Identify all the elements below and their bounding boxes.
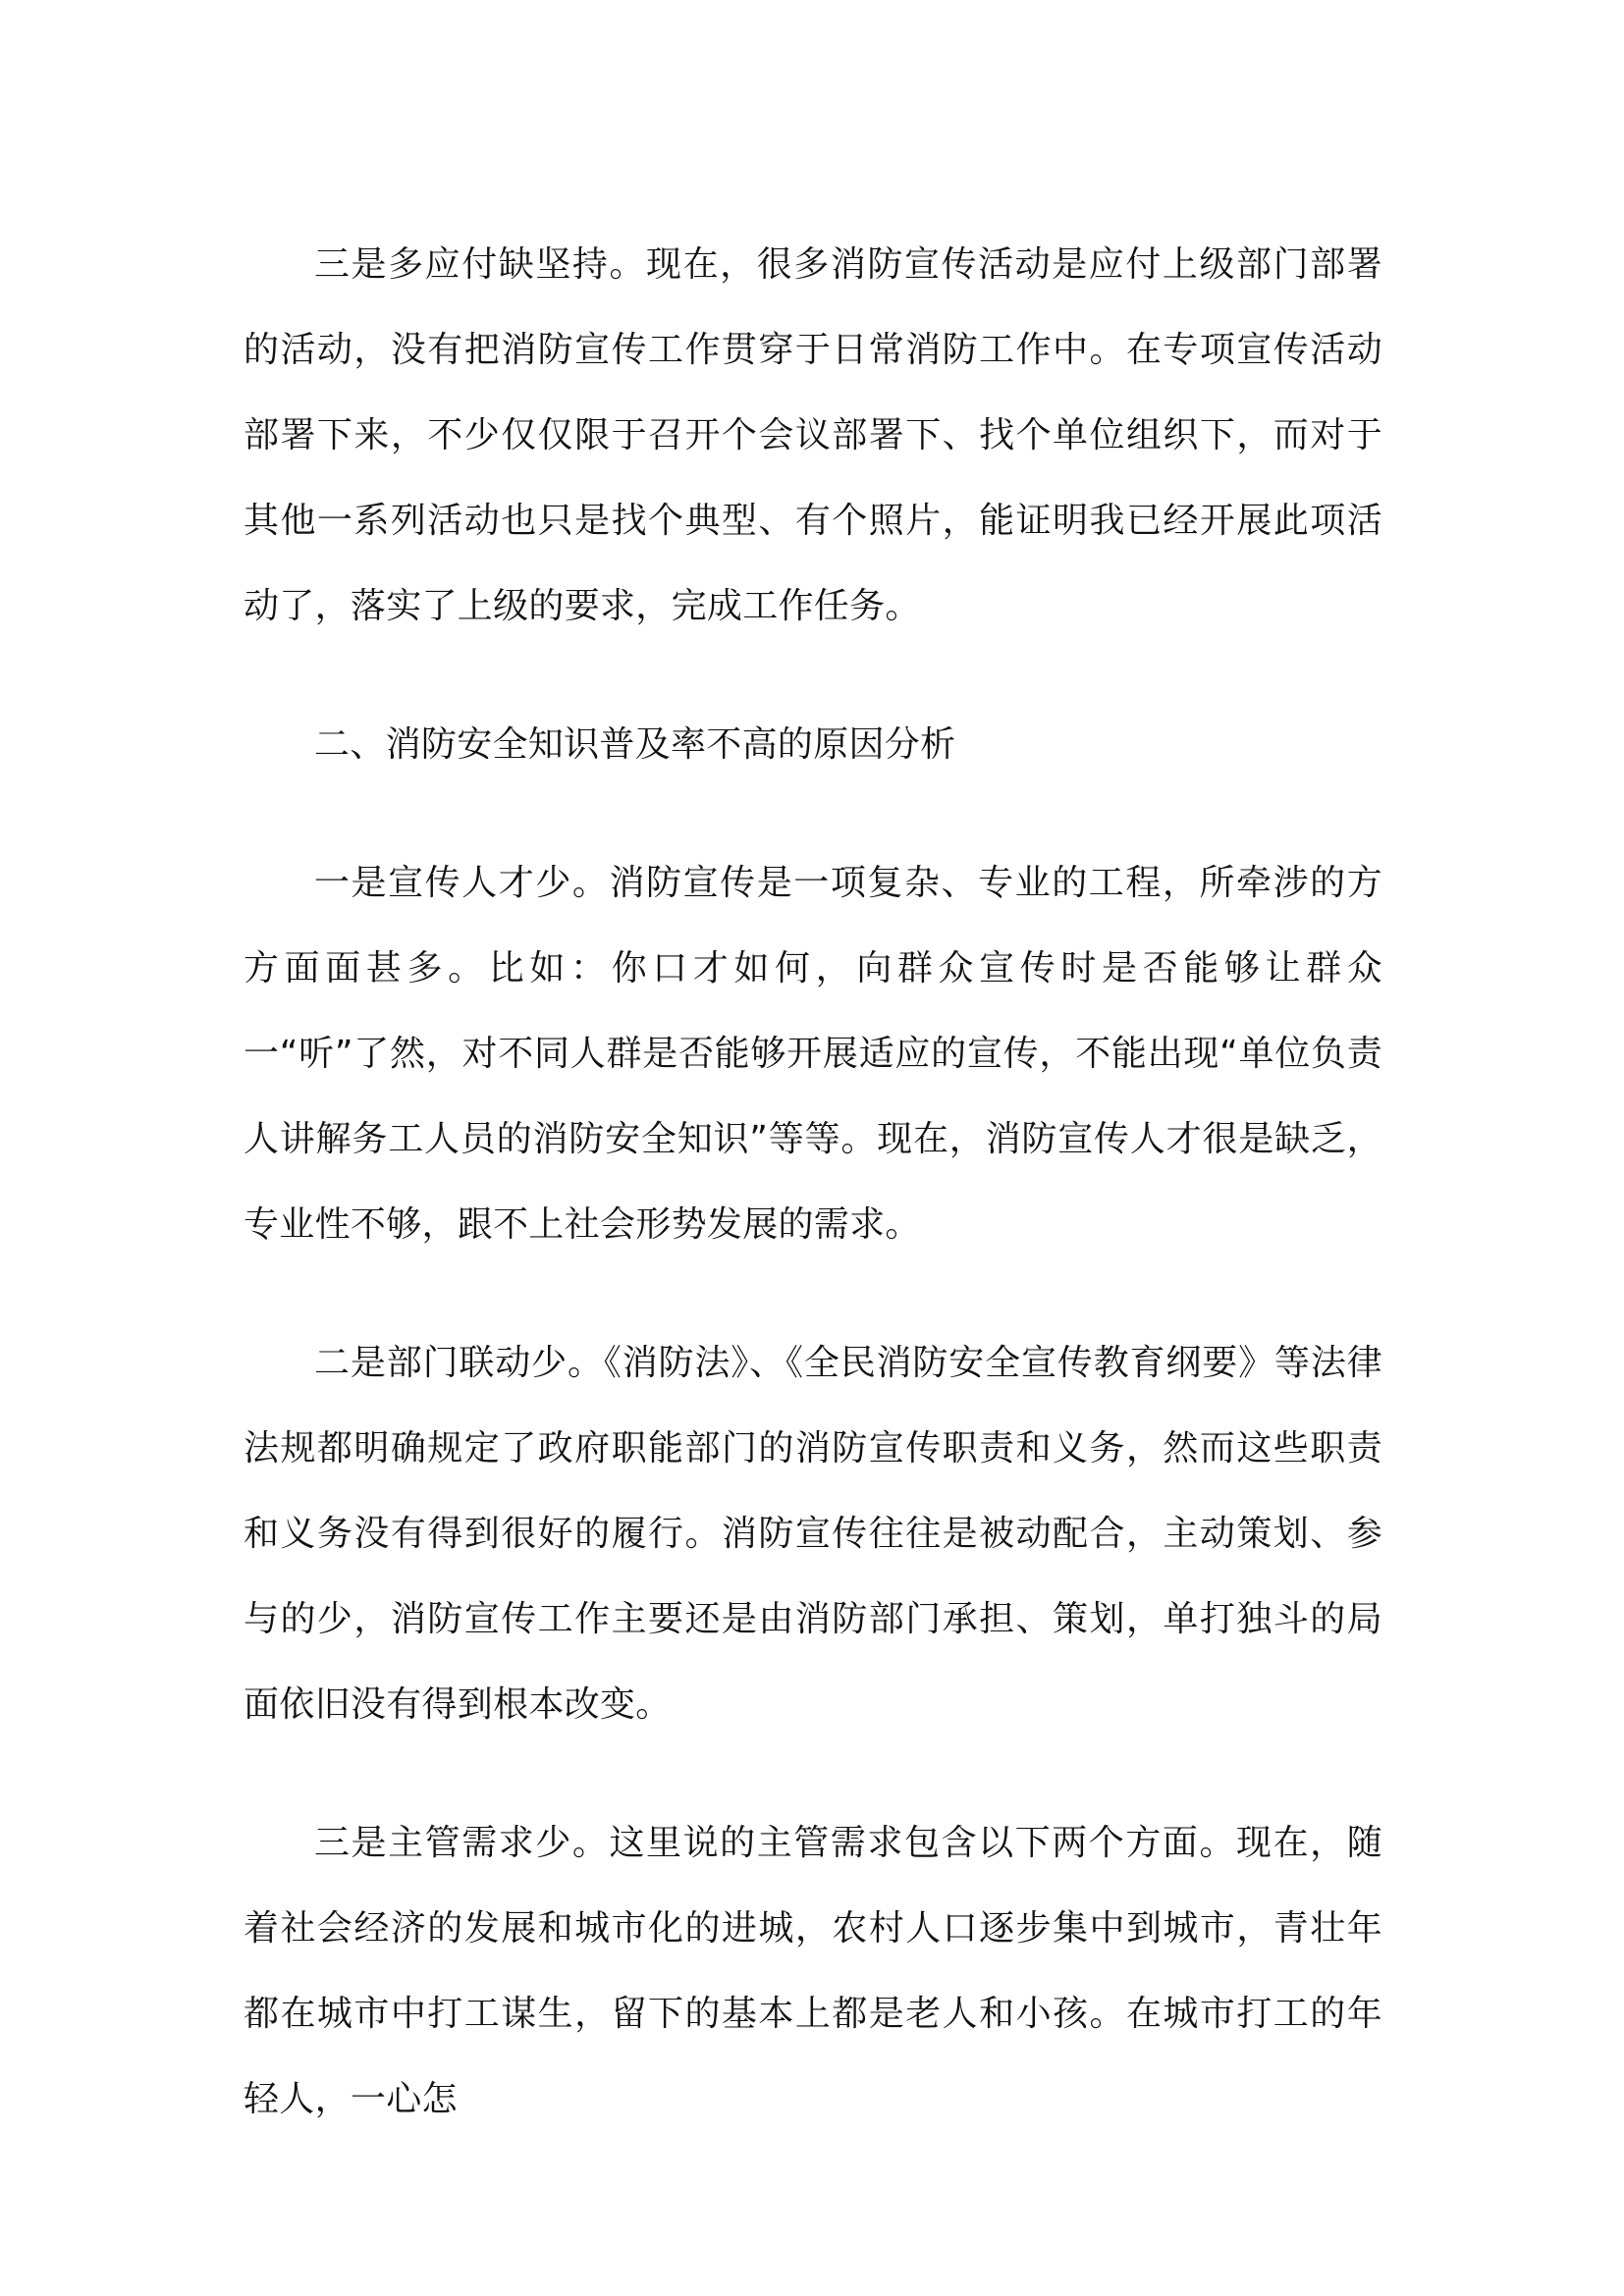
- paragraph-2: 一是宣传人才少。消防宣传是一项复杂、专业的工程，所牵涉的方方面面甚多。比如：你口才如何，向群众宣传时是否能够让群众一“听”了然，对不同人群是否能够开展适应的宣传，不能出现“单位负责人讲解务工人员的消防安全知识”等等。现在，消防宣传人才很是缺乏，专业性不够，跟不上社会形势发展的需求。: [244, 863, 1382, 1245]
- paragraph-1: 三是多应付缺坚持。现在，很多消防宣传活动是应付上级部门部署的活动，没有把消防宣传工作贯穿于日常消防工作中。在专项宣传活动部署下来，不少仅仅限于召开个会议部署下、找个单位组织下，而对于其他一系列活动也只是找个典型、有个照片，能证明我已经开展此项活动了，落实了上级的要求，完成工作任务。: [244, 244, 1382, 626]
- paragraph-4: 三是主管需求少。这里说的主管需求包含以下两个方面。现在，随着社会经济的发展和城市化的进城，农村人口逐步集中到城市，青壮年都在城市中打工谋生，留下的基本上都是老人和小孩。在城市打工的年轻人，一心怎: [244, 1823, 1382, 2119]
- document-body: [244, 222, 1382, 2195]
- section-heading: 二、消防安全知识普及率不高的原因分析: [314, 724, 956, 765]
- paragraph-3: 二是部门联动少。《消防法》、《全民消防安全宣传教育纲要》等法律法规都明确规定了政府职能部门的消防宣传职责和义务，然而这些职责和义务没有得到很好的履行。消防宣传往往是被动配合，主动策划、参与的少，消防宣传工作主要还是由消防部门承担、策划，单打独斗的局面依旧没有得到根本改变。: [244, 1343, 1382, 1725]
